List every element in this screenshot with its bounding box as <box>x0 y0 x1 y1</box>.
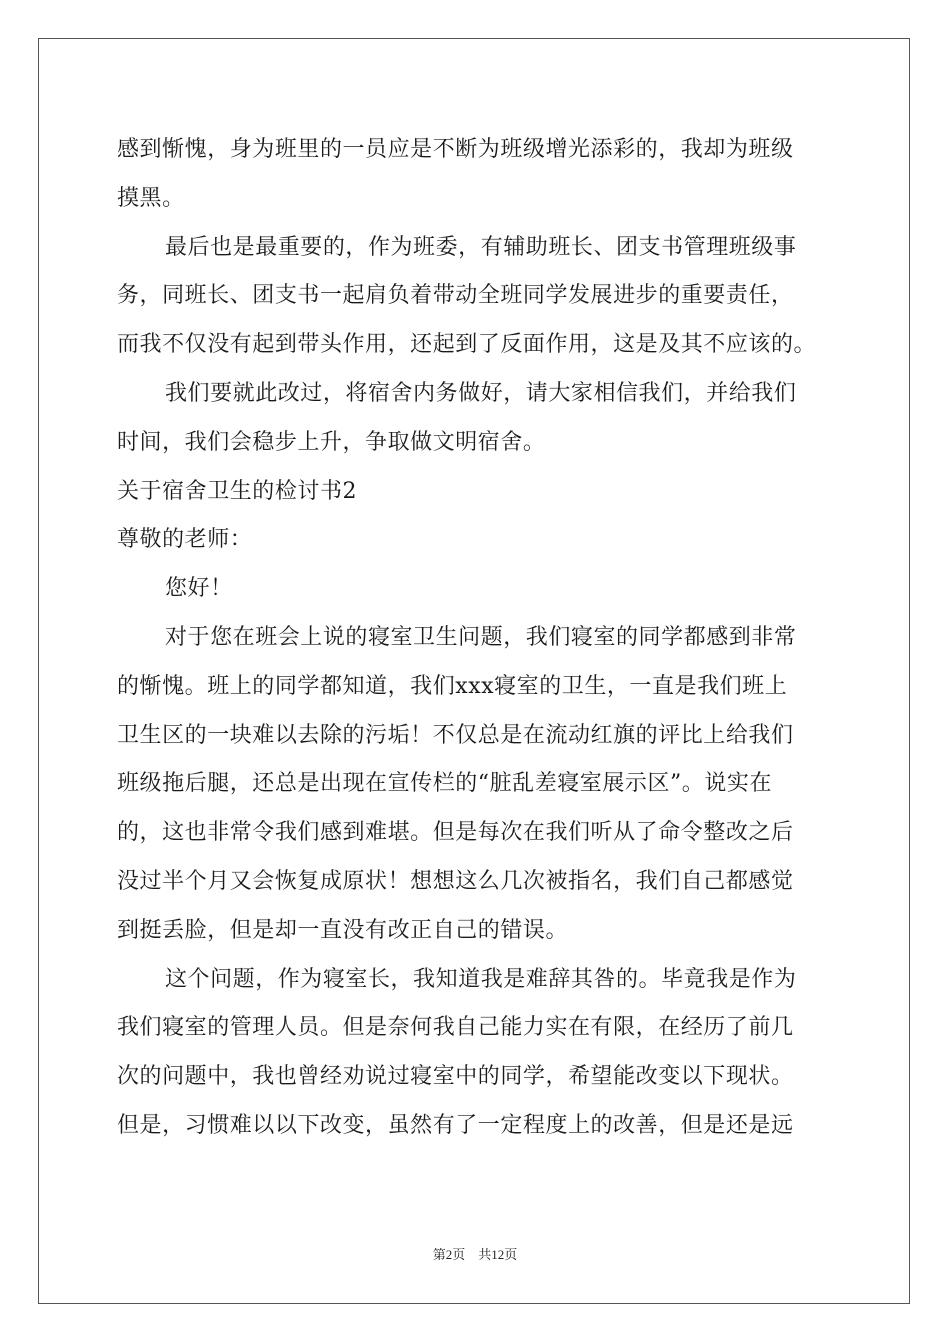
text-line: 我们寝室的管理人员。但是奈何我自己能力实在有限，在经历了前几 <box>117 1015 794 1041</box>
text-line: 感到惭愧，身为班里的一员应是不断为班级增光添彩的，我却为班级 <box>117 137 794 162</box>
text-line: 最后也是最重要的，作为班委，有辅助班长、团支书管理班级事 <box>165 234 797 260</box>
text-line: 卫生区的一块难以去除的污垢！不仅总是在流动红旗的评比上给我们 <box>117 722 794 748</box>
salutation: 尊敬的老师： <box>117 527 253 553</box>
section-title: 关于宿舍卫生的检讨书2 <box>117 478 358 504</box>
text-line: 到挺丢脸，但是却一直没有改正自己的错误。 <box>117 917 569 943</box>
text-line: 时间，我们会稳步上升，争取做文明宿舍。 <box>117 429 546 455</box>
text-line: 的惭愧。班上的同学都知道，我们xxx寝室的卫生，一直是我们班上 <box>117 673 788 699</box>
text-line: 而我不仅没有起到带头作用，还起到了反面作用，这是及其不应该的。 <box>117 332 817 358</box>
greeting: 您好！ <box>165 576 233 602</box>
text-line: 班级拖后腿，还总是出现在宣传栏的“脏乱差寝室展示区”。说实在 <box>117 771 772 797</box>
text-line: 对于您在班会上说的寝室卫生问题，我们寝室的同学都感到非常 <box>165 624 797 650</box>
text-line: 没过半个月又会恢复成原状！想想这么几次被指名，我们自己都感觉 <box>117 868 794 894</box>
text-line: 次的问题中，我也曾经劝说过寝室中的同学，希望能改变以下现状。 <box>117 1064 794 1090</box>
document-body <box>117 126 837 1151</box>
text-line: 我们要就此改过，将宿舍内务做好，请大家相信我们，并给我们 <box>165 380 797 406</box>
text-line: 但是，习惯难以以下改变，虽然有了一定程度上的改善，但是还是远 <box>117 1112 794 1138</box>
text-line: 的，这也非常令我们感到难堪。但是每次在我们听从了命令整改之后 <box>117 820 794 846</box>
text-line: 这个问题，作为寝室长，我知道我是难辞其咎的。毕竟我是作为 <box>165 966 797 992</box>
page-number-footer: 第2页 共12页 <box>432 1247 518 1262</box>
text-line: 摸黑。 <box>117 185 185 211</box>
text-line: 务，同班长、团支书一起肩负着带动全班同学发展进步的重要责任， <box>117 283 794 309</box>
